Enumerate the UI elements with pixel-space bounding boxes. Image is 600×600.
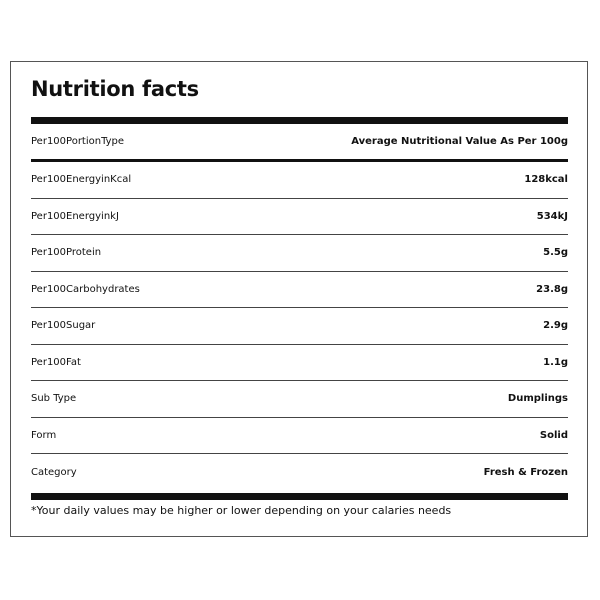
panel-title: Nutrition facts [31,77,199,101]
row-label: Per100EnergyinkJ [31,210,119,222]
row-label: Per100PortionType [31,136,125,147]
row-value: Average Nutritional Value As Per 100g [351,136,568,147]
row-value: 23.8g [536,283,568,295]
row-value: Fresh & Frozen [483,466,568,478]
bottom-divider-bar [31,493,568,500]
nutrition-table [31,124,568,491]
table-row [31,199,568,236]
row-value: 1.1g [543,356,568,368]
row-label: Per100Fat [31,356,81,368]
nutrition-facts-panel [10,61,588,537]
row-value: Solid [539,429,568,441]
daily-values-footnote: *Your daily values may be higher or lower depending on your calaries needs [31,504,452,517]
row-label: Per100Sugar [31,320,96,332]
row-label: Sub Type [31,393,77,405]
table-row [31,162,568,199]
row-value: Dumplings [507,393,568,405]
table-row [31,345,568,382]
row-label: Per100EnergyinKcal [31,174,132,186]
row-label: Form [31,429,57,441]
table-row [31,124,568,162]
table-row [31,454,568,491]
row-label: Per100Protein [31,247,102,259]
table-row [31,308,568,345]
table-row [31,235,568,272]
row-value: 128kcal [524,174,568,186]
top-divider-bar [31,117,568,124]
row-value: 534kJ [536,210,568,222]
table-row [31,381,568,418]
row-value: 5.5g [543,247,568,259]
row-label: Category [31,466,77,478]
table-row [31,272,568,309]
row-value: 2.9g [543,320,568,332]
row-label: Per100Carbohydrates [31,283,140,295]
table-row [31,418,568,455]
